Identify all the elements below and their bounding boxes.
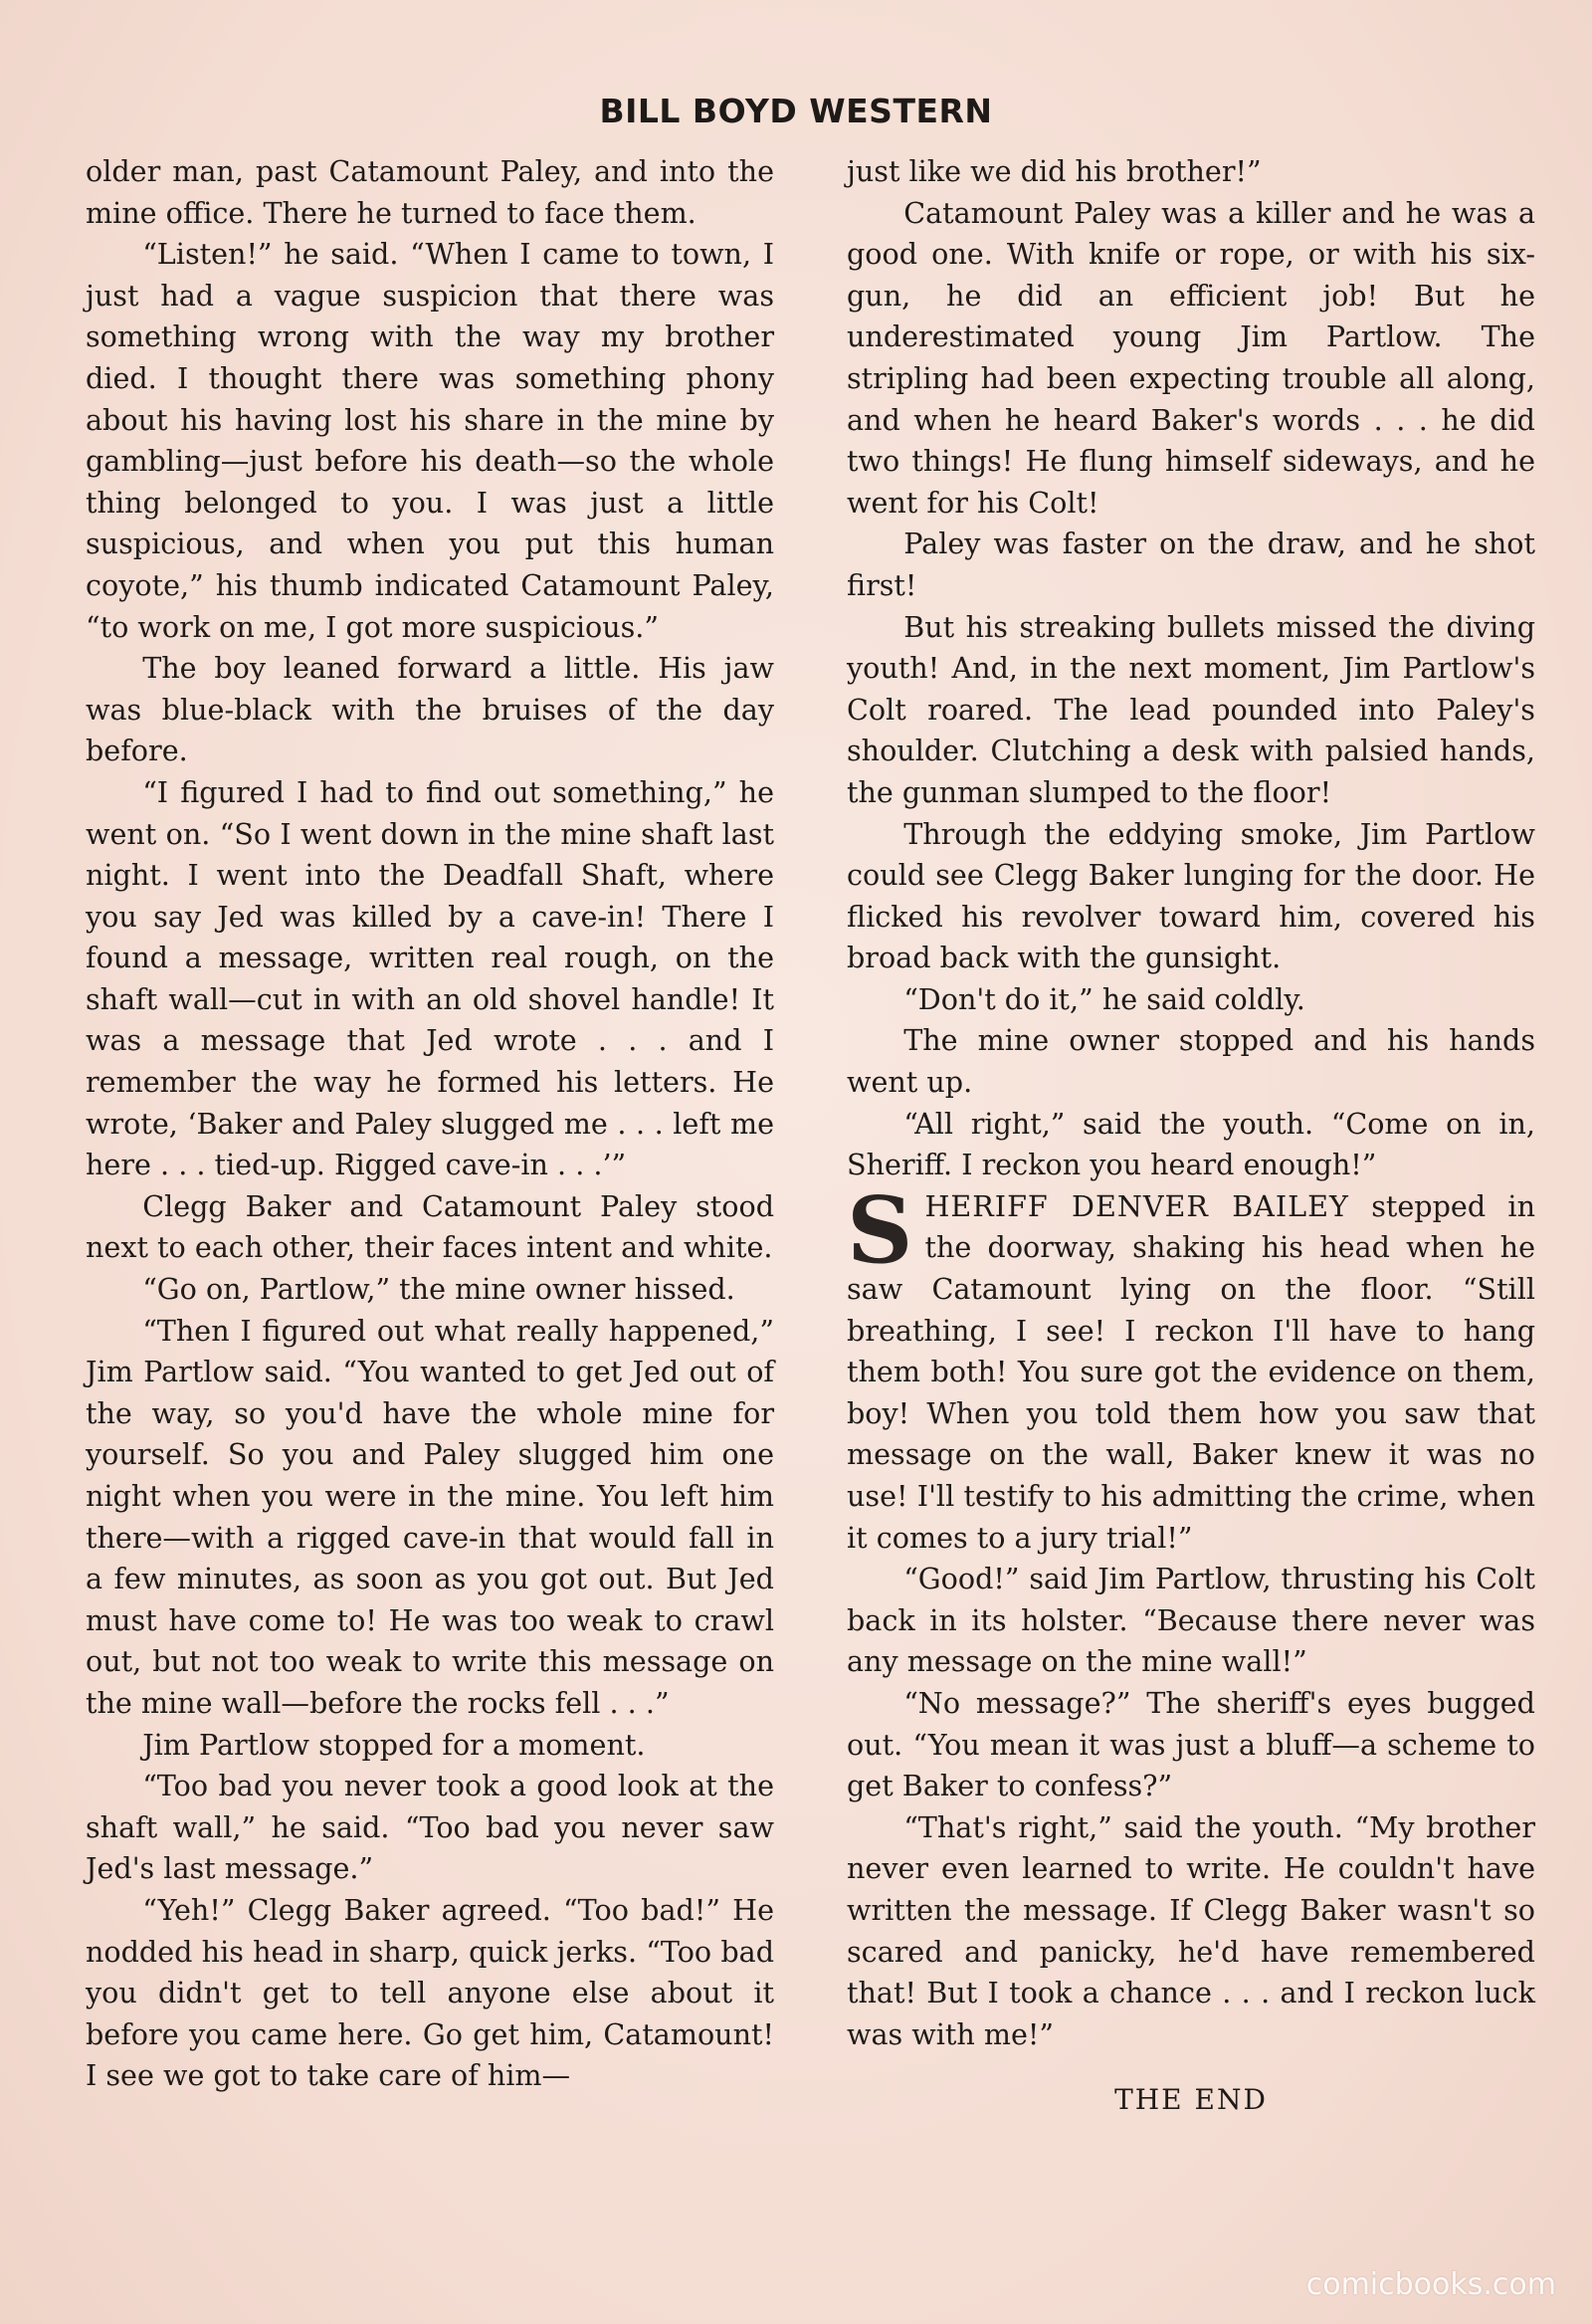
paragraph: Catamount Paley was a killer and he was a good one. With knife or rope, or with his six-gun, he did an efficient job! But he underestimated young Jim Partlow. The stripling had been expecting trouble all along, and when he heard Baker's words . . . he did two things! He flung himself sideways, and he went for his Colt! — [847, 195, 1535, 520]
paragraph: “Yeh!” Clegg Baker agreed. “Too bad!” He nodded his head in sharp, quick jerks. “Too bad you didn't get to tell anyone else about it before you came here. Go get him, Catamount! I see we got to take care of him— — [86, 1892, 774, 2093]
paragraph: “Good!” said Jim Partlow, thrusting his Colt back in its holster. “Because there never was any message on the mine wall!” — [847, 1562, 1535, 1679]
paragraph: older man, past Catamount Paley, and into the mine office. There he turned to face them. — [86, 154, 774, 230]
paragraph: “I figured I had to find out something,” he went on. “So I went down in the mine shaft last night. I went into the Deadfall Shaft, where you say Jed was killed by a cave-in! There I found a message, written real rough, on the shaft wall—cut in with an old shovel handle! It was a message that Jed wrote . . . and I remember the way he formed his letters. He wrote, ‘Baker and Paley slugged me . . . left me here . . . tied-up. Rigged cave-in . . .’” — [86, 774, 774, 1182]
the-end-label: THE END — [1114, 2083, 1268, 2117]
paragraph: Jim Partlow stopped for a moment. — [142, 1727, 646, 1762]
small-caps-lead: HERIFF DENVER BAILEY — [924, 1188, 1349, 1223]
paragraph: just like we did his brother!” — [847, 154, 1262, 188]
right-column — [847, 151, 1535, 2121]
paragraph: Clegg Baker and Catamount Paley stood next to each other, their faces intent and white. — [86, 1188, 774, 1265]
left-column — [86, 151, 774, 2097]
running-header: BILL BOYD WESTERN — [599, 92, 993, 130]
paragraph: The boy leaned forward a little. His jaw was blue-black with the bruises of the day before. — [86, 651, 774, 768]
paragraph: “Too bad you never took a good look at the shaft wall,” he said. “Too bad you never saw Jed's last message.” — [86, 1769, 774, 1886]
watermark: comicbooks.com — [1305, 2267, 1556, 2302]
paragraph: “That's right,” said the youth. “My brother never even learned to write. He couldn't have written the message. If Clegg Baker wasn't so scared and panicky, he'd have remembered that! But I took a chance . . . and I reckon luck was with me!” — [847, 1809, 1535, 2051]
paragraph: “No message?” The sheriff's eyes bugged out. “You mean it was just a bluff—a scheme to get Baker to confess?” — [847, 1685, 1535, 1803]
paragraph: “Listen!” he said. “When I came to town, I just had a vague suspicion that there was something wrong with the way my brother died. I thought there was something phony about his having lost his share in the mine by gambling—just before his death—so the whole thing belonged to you. I was just a little suspicious, and when you put this human coyote,” his thumb indicated Catamount Paley, “to work on me, I got more suspicious.” — [86, 237, 774, 644]
paragraph: Paley was faster on the draw, and he shot first! — [847, 527, 1535, 602]
paragraph-rest: stepped in the doorway, shaking his head when he saw Catamount lying on the floor. “Still breathing, I see! I reckon I'll have to hang them both! You sure got the evidence on them, boy! When you told them how you saw that message on the wall, Baker knew it was no use! I'll testify to his admitting the crime, when it comes to a jury trial!” — [847, 1188, 1535, 1555]
paragraph: “Go on, Partlow,” the mine owner hissed. — [142, 1272, 735, 1307]
paragraph: The mine owner stopped and his hands went up. — [847, 1023, 1535, 1100]
paragraph: “All right,” said the youth. “Come on in, Sheriff. I reckon you heard enough!” — [847, 1106, 1535, 1182]
paragraph: Through the eddying smoke, Jim Partlow could see Clegg Baker lunging for the door. He flicked his revolver toward him, covered his broad back with the gunsight. — [847, 816, 1535, 975]
dropcap-paragraph — [847, 1175, 1535, 1559]
paragraph: But his streaking bullets missed the diving youth! And, in the next moment, Jim Partlow's Colt roared. The lead pounded into Paley's shoulder. Clutching a desk with palsied hands, the gunman slumped to the floor! — [847, 609, 1535, 809]
paragraph: “Don't do it,” he said coldly. — [903, 981, 1305, 1016]
drop-cap: S — [847, 1175, 913, 1284]
paragraph: “Then I figured out what really happened,” Jim Partlow said. “You wanted to get Jed out of the way, so you'd have the whole mine for yourself. So you and Paley slugged him one night when you were in the mine. You left him there—with a rigged cave-in that would fall in a few minutes, as soon as you got out. But Jed must have come to! He was too weak to crawl out, but not too weak to write this message on the mine wall—before the rocks fell . . .” — [86, 1313, 774, 1720]
